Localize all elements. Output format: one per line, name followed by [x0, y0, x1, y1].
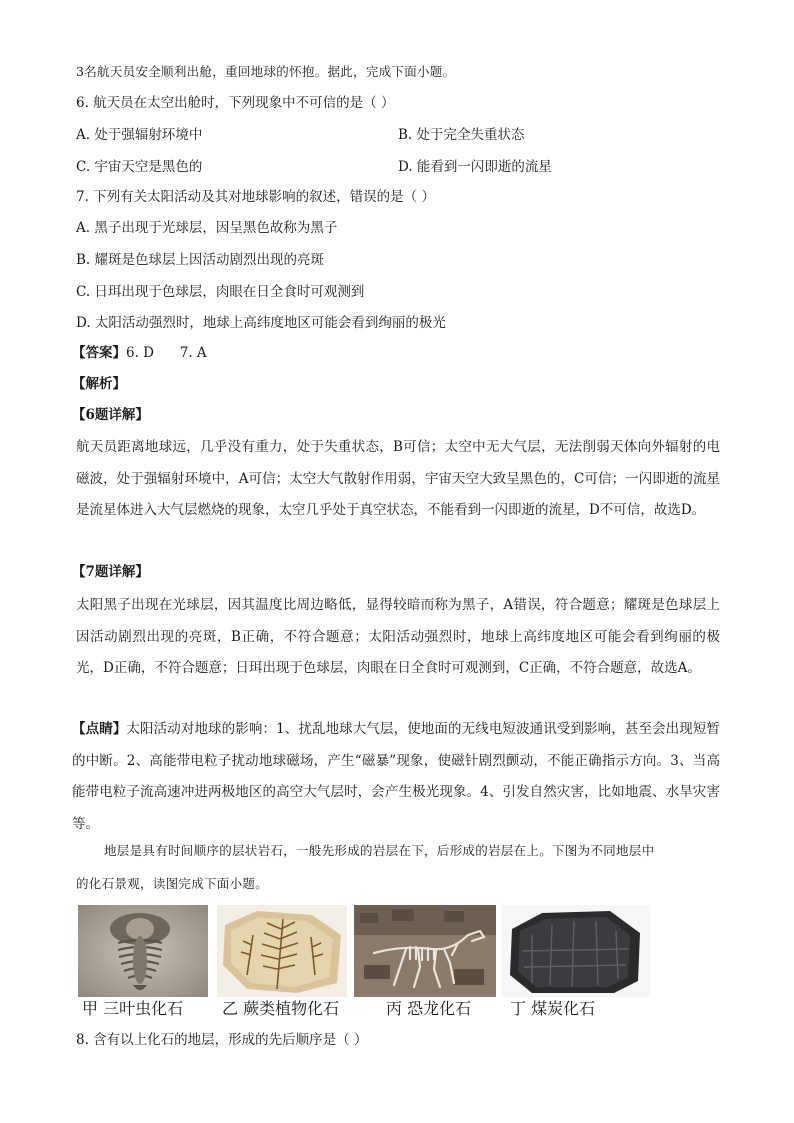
figure-caption-jia: 甲 三叶虫化石: [82, 999, 184, 1018]
coal-fossil-image: [502, 905, 650, 997]
intro2-line2: 的化石景观，读图完成下面小题。: [76, 876, 269, 891]
dinosaur-fossil-image: [354, 905, 496, 997]
q6-option-d: D. 能看到一闪即逝的流星: [398, 159, 552, 175]
q7-option-a: A. 黑子出现于光球层，因呈黑色故称为黑子: [76, 220, 338, 236]
q7-option-c: C. 日珥出现于色球层，肉眼在日全食时可观测到: [76, 284, 365, 300]
answer-text: 6. D 7. A: [126, 345, 207, 361]
note-block: [72, 714, 720, 840]
trilobite-fossil-image: [78, 905, 208, 997]
q6-option-b: B. 处于完全失重状态: [398, 127, 525, 143]
detail-7-tag: 【7题详解】: [72, 564, 149, 580]
detail-7-text: 太阳黑子出现在光球层，因其温度比周边略低，显得较暗而称为黑子，A错误，符合题意；耀斑是色球层上因活动剧烈出现的亮斑，B正确，不符合题意；太阳活动强烈时，地球上高纬度地区可能会看到绚丽的极光，D正确，不符合题意；日珥出现于色球层，肉眼在日全食时可观测到，C正确，不符合题意，故选A。: [76, 597, 720, 676]
note-tag: 【点睛】: [72, 721, 127, 737]
figure-caption-bing: 丙 恐龙化石: [386, 999, 472, 1018]
fern-fossil-image: [217, 905, 347, 997]
answer-line: [72, 343, 207, 363]
question-6-stem: 6. 航天员在太空出舱时，下列现象中不可信的是（ ）: [76, 95, 395, 111]
q6-option-c: C. 宇宙天空是黑色的: [76, 159, 203, 175]
question-8-stem: 8. 含有以上化石的地层，形成的先后顺序是（ ）: [76, 1032, 368, 1048]
figure-caption-ding: 丁 煤炭化石: [510, 999, 596, 1018]
question-7-stem: 7. 下列有关太阳活动及其对地球影响的叙述，错误的是（ ）: [76, 189, 435, 205]
detail-6-tag: 【6题详解】: [72, 407, 149, 423]
detail-6-text: 航天员距离地球远，几乎没有重力，处于失重状态，B可信；太空中无大气层，无法削弱天体向外辐射的电磁波，处于强辐射环境中，A可信；太空大气散射作用弱，宇宙天空大致呈黑色的，C可信；一闪即逝的流星是流星体进入大气层燃烧的现象，太空几乎处于真空状态，不能看到一闪即逝的流星，D不可信，故选D。: [76, 439, 720, 518]
note-text: 太阳活动对地球的影响：1、扰乱地球大气层，使地面的无线电短波通讯受到影响，甚至会出现短暂的中断。2、高能带电粒子扰动地球磁场，产生“磁暴”现象，使磁针剧烈颤动，不能正确指示方向。3、当高能带电粒子流高速冲进两极地区的高空大气层时，会产生极光现象。4、引发自然灾害，比如地震、水旱灾害等。: [72, 721, 720, 832]
q7-option-b: B. 耀斑是色球层上因活动剧烈出现的亮斑: [76, 252, 325, 268]
answer-tag: 【答案】: [72, 345, 126, 361]
intro-text: 3名航天员安全顺利出舱，重回地球的怀抱。据此，完成下面小题。: [76, 64, 456, 79]
q6-option-a: A. 处于强辐射环境中: [76, 127, 203, 143]
figure-caption-yi: 乙 蕨类植物化石: [222, 999, 340, 1018]
analysis-tag: 【解析】: [72, 376, 126, 392]
q7-option-d: D. 太阳活动强烈时，地球上高纬度地区可能会看到绚丽的极光: [76, 315, 446, 331]
intro2-line1: 地层是具有时间顺序的层状岩石，一般先形成的岩层在下，后形成的岩层在上。下图为不同地层中: [104, 843, 655, 858]
